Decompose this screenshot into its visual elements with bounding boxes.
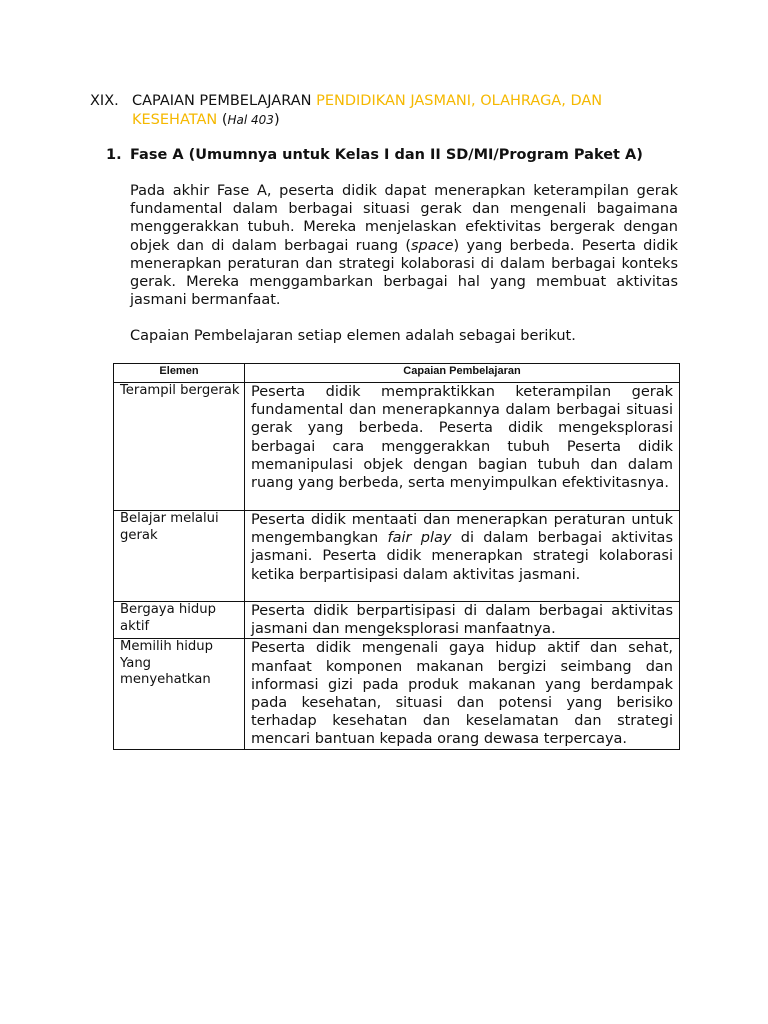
phase-description-part2: ) yang berbeda. Peserta didik menerapkan peraturan dan strategi kolaborasi di dalam berbagai konteks gerak. Mereka menggambarkan berbagai hal yang membuat aktivitas jasmani bermanfaat. — [130, 237, 678, 309]
phase-heading — [106, 146, 706, 165]
outcome-cell — [245, 639, 680, 749]
outcome-text: Peserta didik mengenali gaya hidup aktif dan sehat, manfaat komponen makanan bergizi seimbang dan informasi gizi pada produk makanan yang berdampak pada kesehatan, situasi dan potensi yang berisiko terhadap kesehatan dan keselamatan dan strategi mencari bantuan kepada orang dewasa terpercaya. — [251, 640, 673, 748]
page-ref-close: ) — [273, 112, 280, 128]
element-cell: Memilih hidup Yang menyehatkan — [114, 639, 245, 749]
table-row — [114, 511, 680, 602]
phase-title: Fase A (Umumnya untuk Kelas I dan II SD/MI/Program Paket A) — [130, 147, 643, 163]
outcome-italic: fair play — [387, 530, 452, 547]
section-heading — [90, 92, 690, 130]
outcome-cell — [245, 511, 680, 602]
phase-description — [130, 182, 678, 309]
header-element: Elemen — [114, 364, 245, 383]
table-intro: Capaian Pembelajaran setiap elemen adalah sebagai berikut. — [130, 328, 576, 344]
table-row — [114, 639, 680, 749]
page-ref-open: ( — [221, 112, 228, 128]
phase-description-italic: space — [410, 237, 454, 254]
section-number: XIX. — [90, 93, 119, 109]
table-row — [114, 602, 680, 639]
phase-description-part1: Pada akhir Fase A, peserta didik dapat menerapkan keterampilan gerak fundamental dalam berbagai situasi gerak dan mengenali bagaimana menggerakkan tubuh. Mereka menjelaskan efektivitas bergerak dengan objek dan di dalam berbagai ruang ( — [130, 183, 678, 254]
element-cell: Bergaya hidup aktif — [114, 602, 245, 639]
phase-number: 1. — [106, 147, 122, 163]
section-title-accent-1: PENDIDIKAN JASMANI, OLAHRAGA, DAN — [316, 93, 603, 109]
page-reference: Hal 403 — [227, 113, 274, 127]
outcome-cell — [245, 383, 680, 511]
header-outcome: Capaian Pembelajaran — [245, 364, 680, 383]
section-title-accent-2: KESEHATAN — [132, 112, 218, 128]
outcome-text: Peserta didik mempraktikkan keterampilan gerak fundamental dan menerapkannya dalam berbagai situasi gerak yang berbeda. Peserta didik mengeksplorasi berbagai cara menggerakkan tubuh Peserta didik memanipulasi objek dengan bagian tubuh dan dalam ruang yang berbeda, serta menyimpulkan efektivitasnya. — [251, 384, 673, 492]
outcome-text-after: di dalam berbagai aktivitas jasmani. Peserta didik menerapkan strategi kolaborasi ketika berpartisipasi dalam aktivitas jasmani. — [251, 530, 673, 583]
table-row — [114, 383, 680, 511]
learning-outcomes-table — [113, 363, 680, 750]
element-cell: Belajar melalui gerak — [114, 511, 245, 602]
table-header-row — [114, 364, 680, 383]
outcome-text: Peserta didik berpartisipasi di dalam berbagai aktivitas jasmani dan mengeksplorasi manfaatnya. — [251, 603, 673, 638]
outcome-text: Peserta didik mentaati dan menerapkan peraturan untuk mengembangkan — [251, 512, 673, 547]
section-title-plain: CAPAIAN PEMBELAJARAN — [132, 93, 312, 109]
outcome-cell — [245, 602, 680, 639]
element-cell: Terampil bergerak — [114, 383, 245, 511]
